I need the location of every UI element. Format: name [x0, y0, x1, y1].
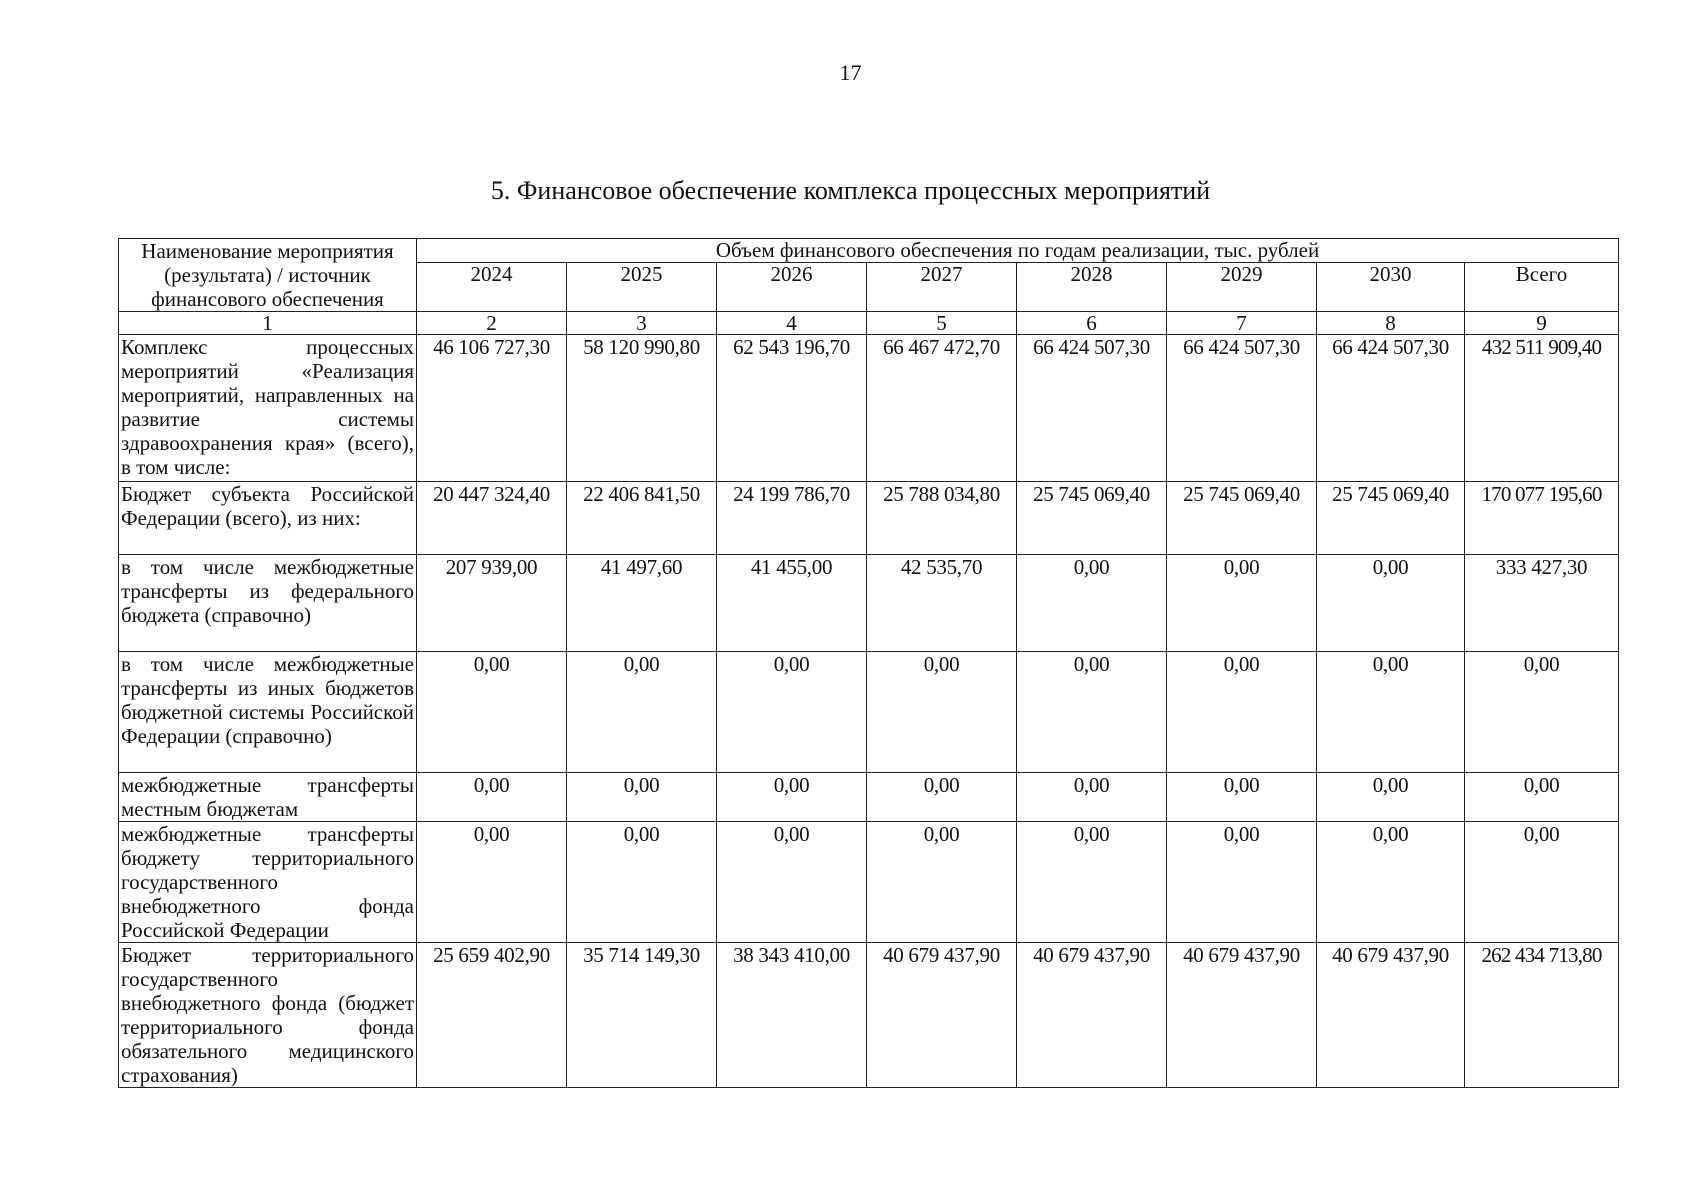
- column-index: 6: [1017, 312, 1167, 335]
- column-index-row: [119, 312, 1619, 335]
- row-total: 333 427,30: [1465, 555, 1619, 652]
- column-index: 3: [567, 312, 717, 335]
- row-value: 0,00: [867, 652, 1017, 773]
- table-row: [119, 822, 1619, 943]
- row-value: 40 679 437,90: [867, 943, 1017, 1088]
- row-value: 35 714 149,30: [567, 943, 717, 1088]
- row-value: 25 788 034,80: [867, 482, 1017, 555]
- row-value: 38 343 410,00: [717, 943, 867, 1088]
- table-row: [119, 335, 1619, 482]
- row-value: 0,00: [867, 822, 1017, 943]
- table-row: [119, 943, 1619, 1088]
- row-value: 40 679 437,90: [1167, 943, 1317, 1088]
- row-value: 0,00: [417, 822, 567, 943]
- row-value: 25 659 402,90: [417, 943, 567, 1088]
- row-value: 22 406 841,50: [567, 482, 717, 555]
- row-name: в том числе межбюджетные трансферты из федерального бюджета (справочно): [119, 555, 417, 652]
- row-name: межбюджетные трансферты местным бюджетам: [119, 773, 417, 822]
- table-row: [119, 555, 1619, 652]
- row-total: 0,00: [1465, 822, 1619, 943]
- row-total: 262 434 713,80: [1465, 943, 1619, 1088]
- row-total: 170 077 195,60: [1465, 482, 1619, 555]
- column-index: 5: [867, 312, 1017, 335]
- year-header: 2027: [867, 263, 1017, 312]
- row-value: 0,00: [717, 773, 867, 822]
- row-value: 42 535,70: [867, 555, 1017, 652]
- total-header: Всего: [1465, 263, 1619, 312]
- row-total: 432 511 909,40: [1465, 335, 1619, 482]
- column-index: 4: [717, 312, 867, 335]
- row-value: 41 455,00: [717, 555, 867, 652]
- row-value: 0,00: [567, 773, 717, 822]
- year-header: 2029: [1167, 263, 1317, 312]
- row-value: 20 447 324,40: [417, 482, 567, 555]
- row-value: 0,00: [1317, 822, 1465, 943]
- row-name: Бюджет субъекта Российской Федерации (всего), из них:: [119, 482, 417, 555]
- row-value: 0,00: [1017, 822, 1167, 943]
- table-row: [119, 482, 1619, 555]
- row-value: 0,00: [1317, 773, 1465, 822]
- row-value: 0,00: [1017, 652, 1167, 773]
- row-value: 0,00: [717, 822, 867, 943]
- column-index: 1: [119, 312, 417, 335]
- row-name: Комплекс процессных мероприятий «Реализация мероприятий, направленных на развитие системы здравоохранения края» (всего), в том числе:: [119, 335, 417, 482]
- page-number: 17: [839, 60, 862, 85]
- table-row: [119, 652, 1619, 773]
- row-value: 0,00: [1167, 555, 1317, 652]
- section-title: 5. Финансовое обеспечение комплекса процессных мероприятий: [490, 176, 1211, 205]
- column-index: 2: [417, 312, 567, 335]
- row-value: 0,00: [417, 773, 567, 822]
- row-value: 41 497,60: [567, 555, 717, 652]
- year-header: 2030: [1317, 263, 1465, 312]
- financing-table: [118, 238, 1619, 1088]
- column-index: 8: [1317, 312, 1465, 335]
- row-value: 0,00: [1167, 822, 1317, 943]
- row-value: 0,00: [567, 822, 717, 943]
- row-value: 25 745 069,40: [1167, 482, 1317, 555]
- year-header: 2028: [1017, 263, 1167, 312]
- row-name: в том числе межбюджетные трансферты из иных бюджетов бюджетной системы Российской Федерации (справочно): [119, 652, 417, 773]
- table-row: [119, 773, 1619, 822]
- row-value: 24 199 786,70: [717, 482, 867, 555]
- row-value: 0,00: [717, 652, 867, 773]
- row-value: 66 424 507,30: [1167, 335, 1317, 482]
- row-total: 0,00: [1465, 652, 1619, 773]
- year-header: 2024: [417, 263, 567, 312]
- row-value: 0,00: [867, 773, 1017, 822]
- row-value: 25 745 069,40: [1317, 482, 1465, 555]
- row-value: 40 679 437,90: [1017, 943, 1167, 1088]
- row-name: межбюджетные трансферты бюджету территориального государственного внебюджетного фонда Российской Федерации: [119, 822, 417, 943]
- row-value: 25 745 069,40: [1017, 482, 1167, 555]
- row-value: 0,00: [417, 652, 567, 773]
- row-value: 66 424 507,30: [1017, 335, 1167, 482]
- year-header: 2026: [717, 263, 867, 312]
- volume-header: Объем финансового обеспечения по годам реализации, тыс. рублей: [417, 239, 1619, 263]
- header-row-caption: [119, 239, 1619, 263]
- column-index: 9: [1465, 312, 1619, 335]
- row-value: 0,00: [1017, 555, 1167, 652]
- row-value: 40 679 437,90: [1317, 943, 1465, 1088]
- year-header: 2025: [567, 263, 717, 312]
- row-name: Бюджет территориального государственного внебюджетного фонда (бюджет территориального фонда обязательного медицинского страхования): [119, 943, 417, 1088]
- row-value: 0,00: [1167, 652, 1317, 773]
- row-value: 58 120 990,80: [567, 335, 717, 482]
- row-total: 0,00: [1465, 773, 1619, 822]
- name-column-header: Наименование мероприятия (результата) / источник финансового обеспечения: [119, 239, 417, 312]
- row-value: 0,00: [1317, 652, 1465, 773]
- row-value: 0,00: [1167, 773, 1317, 822]
- row-value: 207 939,00: [417, 555, 567, 652]
- column-index: 7: [1167, 312, 1317, 335]
- row-value: 0,00: [1017, 773, 1167, 822]
- row-value: 66 467 472,70: [867, 335, 1017, 482]
- row-value: 0,00: [1317, 555, 1465, 652]
- row-value: 0,00: [567, 652, 717, 773]
- row-value: 66 424 507,30: [1317, 335, 1465, 482]
- row-value: 46 106 727,30: [417, 335, 567, 482]
- row-value: 62 543 196,70: [717, 335, 867, 482]
